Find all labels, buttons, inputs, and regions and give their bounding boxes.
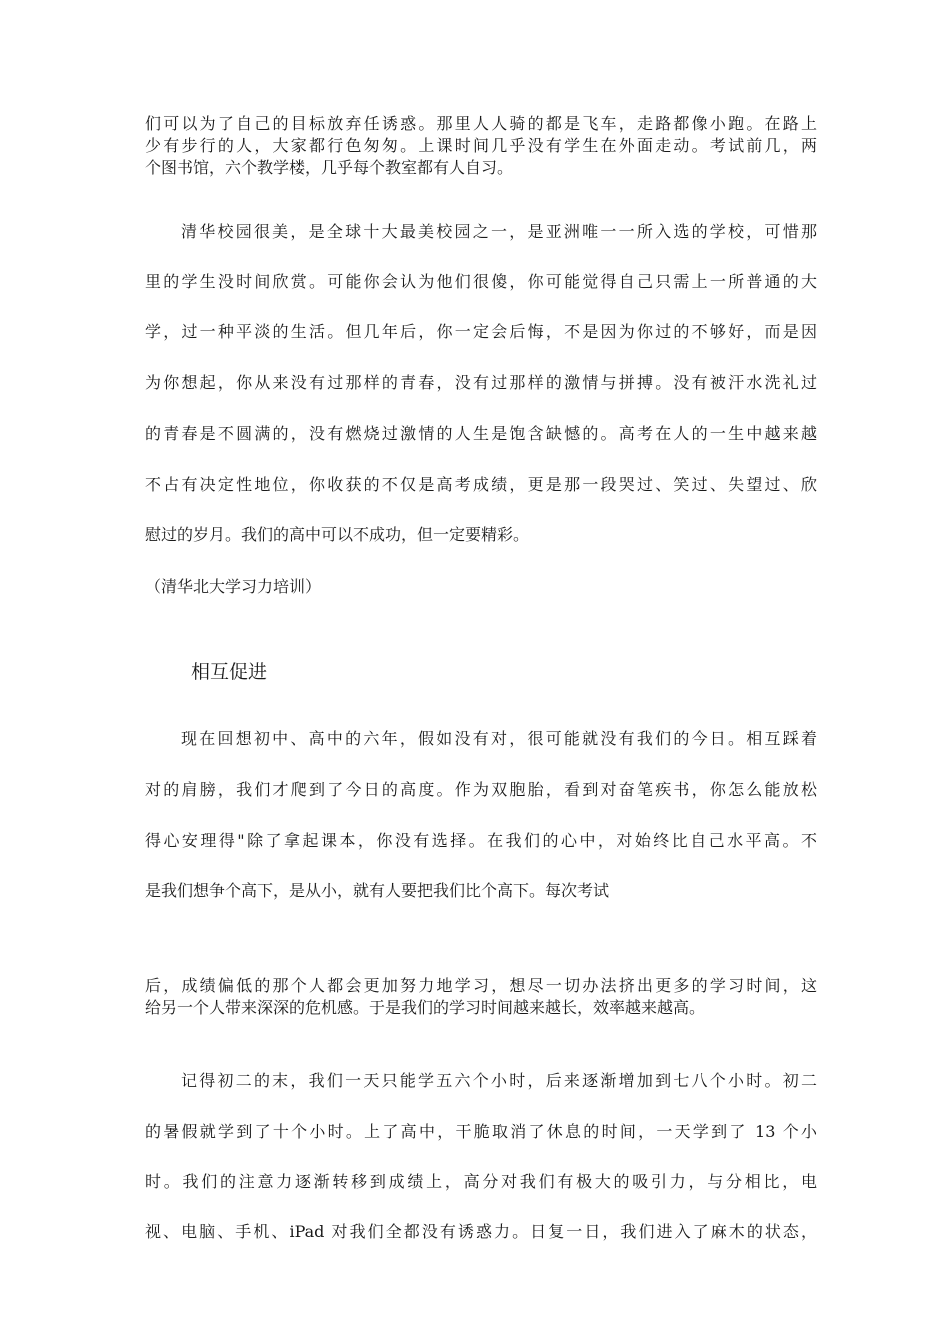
paragraph-line: 的暑假就学到了十个小时。上了高中，干脆取消了休息的时间，一天学到了 13 个小 (145, 1122, 817, 1141)
paragraph-line: 记得初二的末，我们一天只能学五六个小时，后来逐渐增加到七八个小时。初二 (181, 1071, 817, 1090)
section-heading: 相互促进 (191, 661, 268, 683)
paragraph-line: 对的肩膀，我们才爬到了今日的高度。作为双胞胎，看到对奋笔疾书，你怎么能放松 (145, 780, 817, 799)
paragraph-line: 给另一个人带来深深的危机感。于是我们的学习时间越来越长，效率越来越高。 (145, 998, 706, 1017)
paragraph-line: 后，成绩偏低的那个人都会更加努力地学习，想尽一切办法挤出更多的学习时间，这 (145, 976, 817, 995)
paragraph-line: 个图书馆，六个教学楼，几乎每个教室都有人自习。 (145, 158, 514, 177)
paragraph-line: 们可以为了自己的目标放弃任诱惑。那里人人骑的都是飞车，走路都像小跑。在路上 (145, 114, 817, 133)
paragraph-line: 现在回想初中、高中的六年，假如没有对，很可能就没有我们的今日。相互踩着 (181, 729, 817, 748)
paragraph-line: 少有步行的人，大家都行色匆匆。上课时间几乎没有学生在外面走动。考试前几，两 (145, 136, 817, 155)
paragraph-line: 慰过的岁月。我们的高中可以不成功，但一定要精彩。 (145, 525, 530, 544)
paragraph-line: 得心安理得"除了拿起课本，你没有选择。在我们的心中，对始终比自己水平高。不 (145, 831, 817, 850)
paragraph-line: 是我们想争个高下，是从小，就有人要把我们比个高下。每次考试 (145, 881, 610, 900)
paragraph-line: 视、电脑、手机、iPad 对我们全都没有诱惑力。日复一日，我们进入了麻木的状态， (145, 1222, 817, 1241)
paragraph-line: 的青春是不圆满的，没有燃烧过激情的人生是饱含缺憾的。高考在人的一生中越来越 (145, 424, 817, 443)
paragraph-line: 里的学生没时间欣赏。可能你会认为他们很傻，你可能觉得自己只需上一所普通的大 (145, 272, 817, 291)
source-note: （清华北大学习力培训） (145, 577, 322, 596)
paragraph-line: 不占有决定性地位，你收获的不仅是高考成绩，更是那一段哭过、笑过、失望过、欣 (145, 475, 817, 494)
paragraph-line: 为你想起，你从来没有过那样的青春，没有过那样的激情与拼搏。没有被汗水洗礼过 (145, 373, 817, 392)
paragraph-line: 时。我们的注意力逐渐转移到成绩上，高分对我们有极大的吸引力，与分相比，电 (145, 1172, 817, 1191)
paragraph-line: 学，过一种平淡的生活。但几年后，你一定会后悔，不是因为你过的不够好，而是因 (145, 322, 817, 341)
paragraph-line: 清华校园很美，是全球十大最美校园之一，是亚洲唯一一所入选的学校，可惜那 (181, 222, 817, 241)
